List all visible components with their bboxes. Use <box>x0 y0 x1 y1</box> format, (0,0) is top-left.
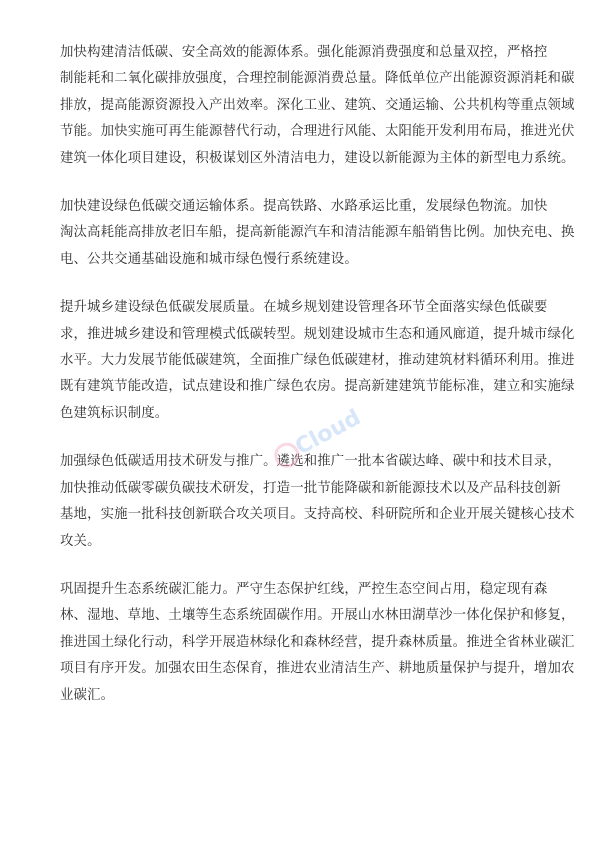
paragraph-line: 水平。大力发展节能低碳建筑，全面推广绿色低碳建材，推动建筑材料循环利用。推进 <box>60 353 575 369</box>
paragraph-line: 加快推动低碳零碳负碳技术研发，打造一批节能降碳和新能源技术以及产品科技创新 <box>60 480 562 496</box>
paragraph-line: 林、湿地、草地、土壤等生态系统固碳作用。开展山水林田湖草沙一体化保护和修复， <box>60 608 575 624</box>
paragraph-line: 排放，提高能源资源投入产出效率。深化工业、建筑、交通运输、公共机构等重点领域 <box>60 97 575 113</box>
paragraph-line: 加快构建清洁低碳、安全高效的能源体系。强化能源消费强度和总量双控，严格控 <box>60 45 548 60</box>
paragraph-line: 项目有序开发。加强农田生态保育，推进农业清洁生产、耕地质量保护与提升，增加农 <box>60 661 575 677</box>
document-body <box>60 40 575 731</box>
paragraph-line: 推进国土绿化行动，科学开展造林绿化和森林经营，提升森林质量。推进全省林业碳汇 <box>60 634 575 650</box>
paragraph <box>60 295 575 427</box>
paragraph-line: 加强绿色低碳适用技术研发与推广。遴选和推广一批本省碳达峰、碳中和技术目录， <box>60 454 562 470</box>
paragraph-line: 淘汰高耗能高排放老旧车船，提高新能源汽车和清洁能源车船销售比例。加快充电、换 <box>60 225 575 241</box>
paragraph <box>60 40 575 172</box>
paragraph-line: 业碳汇。 <box>60 687 115 703</box>
watermark-text: Cloud <box>291 405 366 461</box>
paragraph <box>60 577 575 709</box>
paragraph-line: 提升城乡建设绿色低碳发展质量。在城乡规划建设管理各环节全面落实绿色低碳要 <box>60 300 548 316</box>
paragraph-line: 节能。加快实施可再生能源替代行动，合理进行风能、太阳能开发利用布局，推进光伏 <box>60 124 575 140</box>
paragraph <box>60 449 575 555</box>
paragraph-line: 电、公共交通基础设施和城市绿色慢行系统建设。 <box>60 251 358 267</box>
paragraph-line: 色建筑标识制度。 <box>60 405 169 421</box>
paragraph-line: 攻关。 <box>60 533 101 549</box>
paragraph-line: 制能耗和二氧化碳排放强度，合理控制能源消费总量。降低单位产出能源资源消耗和碳 <box>60 71 575 87</box>
paragraph <box>60 194 575 273</box>
paragraph-line: 加快建设绿色低碳交通运输体系。提高铁路、水路承运比重，发展绿色物流。加快 <box>60 199 548 215</box>
paragraph-line: 求，推进城乡建设和管理模式低碳转型。规划建设城市生态和通风廊道，提升城市绿化 <box>60 326 575 342</box>
paragraph-line: 巩固提升生态系统碳汇能力。严守生态保护红线，严控生态空间占用，稳定现有森 <box>60 581 548 597</box>
paragraph-line: 建筑一体化项目建设，积极谋划区外清洁电力，建设以新能源为主体的新型电力系统。 <box>60 150 575 166</box>
paragraph-line: 既有建筑节能改造，试点建设和推广绿色农房。提高新建建筑节能标准，建立和实施绿 <box>60 379 575 395</box>
paragraph-line: 基地，实施一批科技创新联合攻关项目。支持高校、科研院所和企业开展关键核心技术 <box>60 507 575 523</box>
